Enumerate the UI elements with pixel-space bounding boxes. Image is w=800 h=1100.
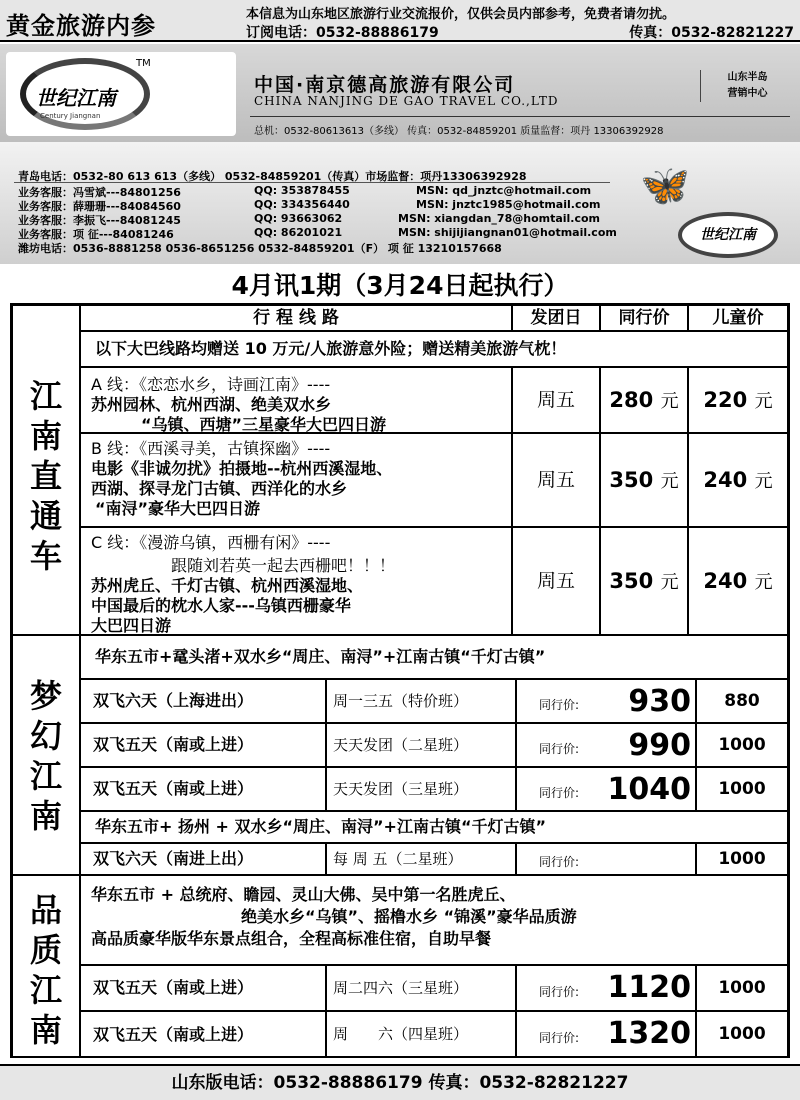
section-label-cell [12, 305, 80, 635]
schedule: 天天发团（二星班） [326, 723, 516, 767]
region-label: 山东半岛 营销中心 [700, 70, 794, 102]
trademark: TM [136, 58, 151, 69]
child-price: 1000 [696, 965, 788, 1011]
package-name: 双飞五天（南或上进） [80, 1011, 326, 1058]
peer-price: 同行价: 1320 [516, 1011, 696, 1058]
child-price: 1000 [696, 723, 788, 767]
issue-title: 4月讯1期（3月24日起执行） [231, 271, 569, 300]
company-name-cn: 中国·南京德高旅游有限公司 [254, 74, 516, 96]
package-name: 双飞五天（南或上进） [80, 723, 326, 767]
contact-row: 业务客服：冯雪斌---84801256 QQ: 353878455 MSN: qd_jnztc@hotmail.com [18, 184, 592, 199]
company-logo [6, 52, 236, 136]
child-price: 1000 [696, 767, 788, 811]
child-price: 1000 [696, 843, 788, 875]
route-b-price: 350 元 [600, 433, 688, 527]
route-c-day: 周五 [512, 527, 600, 635]
price-table [10, 303, 790, 1058]
route-a: A 线：《恋恋水乡，诗画江南》---- 苏州园林、杭州西湖、绝美双水乡 “乌镇、西塘”三星豪华大巴四日游 [80, 367, 512, 433]
logo-en: Century Jiangnan [40, 112, 101, 120]
header-child: 儿童价 [688, 305, 788, 331]
fax-number: 传真：0532-82821227 [629, 25, 794, 41]
peer-price: 同行价: 930 [516, 679, 696, 723]
header-route: 行 程 线 路 [80, 305, 512, 331]
section-label-quality-jiangnan: 品 质 江 南 [29, 891, 62, 1049]
route-c: C 线：《漫游乌镇，西栅有闲》---- 跟随刘若英一起去西栅吧！！！ 苏州虎丘、千灯古镇、杭州西溪湿地、 中国最后的枕水人家---乌镇西栅豪华 大巴四日游 [80, 527, 512, 635]
section-label-cell [12, 635, 80, 875]
peer-price: 同行价: 1120 [516, 965, 696, 1011]
quality-banner: 华东五市 + 总统府、瞻园、灵山大佛、吴中第一名胜虎丘、 绝美水乡“乌镇”、摇橹水乡 “锦溪”豪华品质游 高品质豪华版华东景点组合，全程高标准住宿，自助早餐 [80, 875, 788, 965]
header-day: 发团日 [512, 305, 600, 331]
schedule: 每 周 五（二星班） [326, 843, 516, 875]
route-b-child: 240 元 [688, 433, 788, 527]
company-contact: 总机：0532-80613613（多线） 传真：0532-84859201 质量监督：项丹 13306392928 [254, 126, 664, 137]
company-name-en: CHINA NANJING DE GAO TRAVEL CO.,LTD [254, 94, 559, 108]
schedule: 周一三五（特价班） [326, 679, 516, 723]
contact-row: 业务客服：项 征---84081246 QQ: 86201021 MSN: shijijiangnan01@hotmail.com [18, 226, 617, 241]
dream-banner-2: 华东五市+ 扬州 + 双水乡“周庄、南浔”+江南古镇“千灯古镇” [80, 811, 788, 843]
contact-row: 业务客服：薛珊珊---84084560 QQ: 334356440 MSN: jnztc1985@hotmail.com [18, 198, 601, 213]
subscribe-phone: 订阅电话：0532-88886179 [246, 25, 439, 41]
package-name: 双飞六天（南进上出） [80, 843, 326, 875]
child-price: 880 [696, 679, 788, 723]
footer-contact: 山东版电话：0532-88886179 传真：0532-82821227 [0, 1064, 800, 1100]
top-banner [0, 0, 800, 42]
route-b-day: 周五 [512, 433, 600, 527]
peer-price: 同行价: 990 [516, 723, 696, 767]
butterfly-icon: 🦋 [640, 163, 690, 209]
section-label-jiangnan-bus: 江 南 直 通 车 [29, 377, 62, 575]
child-price: 1000 [696, 1011, 788, 1058]
package-name: 双飞五天（南或上进） [80, 767, 326, 811]
route-b: B 线：《西溪寻美，古镇探幽》---- 电影《非诚勿扰》拍摄地--杭州西溪湿地、 西湖、探寻龙门古镇、西洋化的水乡 “南浔”豪华大巴四日游 [80, 433, 512, 527]
section-label-cell [12, 875, 80, 1058]
schedule: 天天发团（三星班） [326, 767, 516, 811]
route-a-price: 280 元 [600, 367, 688, 433]
peer-price: 同行价: 1040 [516, 767, 696, 811]
route-c-child: 240 元 [688, 527, 788, 635]
route-c-price: 350 元 [600, 527, 688, 635]
schedule: 周二四六（三星班） [326, 965, 516, 1011]
secondary-logo: 世纪江南 [678, 212, 778, 258]
package-name: 双飞六天（上海进出） [80, 679, 326, 723]
route-a-day: 周五 [512, 367, 600, 433]
brand-title: 黄金旅游内参 [6, 12, 156, 40]
contact-row: 业务客服：李振飞---84081245 QQ: 93663062 MSN: xiangdan_78@homtail.com [18, 212, 601, 227]
notice-text: 本信息为山东地区旅游行业交流报价，仅供会员内部参考，免费者请勿扰。 [246, 7, 676, 22]
header-price: 同行价 [600, 305, 688, 331]
section-label-dream-jiangnan: 梦 幻 江 南 [29, 677, 62, 835]
bus-note: 以下大巴线路均赠送 10 万元/人旅游意外险；赠送精美旅游气枕！ [80, 331, 788, 367]
dream-banner-1: 华东五市+鼋头渚+双水乡“周庄、南浔”+江南古镇“千灯古镇” [80, 635, 788, 679]
route-a-child: 220 元 [688, 367, 788, 433]
logo-text: 世纪江南 [36, 86, 116, 110]
schedule: 周 六（四星班） [326, 1011, 516, 1058]
package-name: 双飞五天（南或上进） [80, 965, 326, 1011]
company-banner [0, 44, 800, 142]
peer-price: 同行价: [516, 843, 696, 875]
contacts-panel [0, 142, 800, 264]
contact-row-weifang: 潍坊电话：0536-8881258 0536-8651256 0532-84859201（F） 项 征 13210157668 [18, 242, 502, 255]
contact-row-qingdao: 青岛电话：0532-80 613 613（多线） 0532-84859201（传真）市场监督：项丹13306392928 [18, 170, 527, 183]
subscribe-line [246, 22, 794, 42]
